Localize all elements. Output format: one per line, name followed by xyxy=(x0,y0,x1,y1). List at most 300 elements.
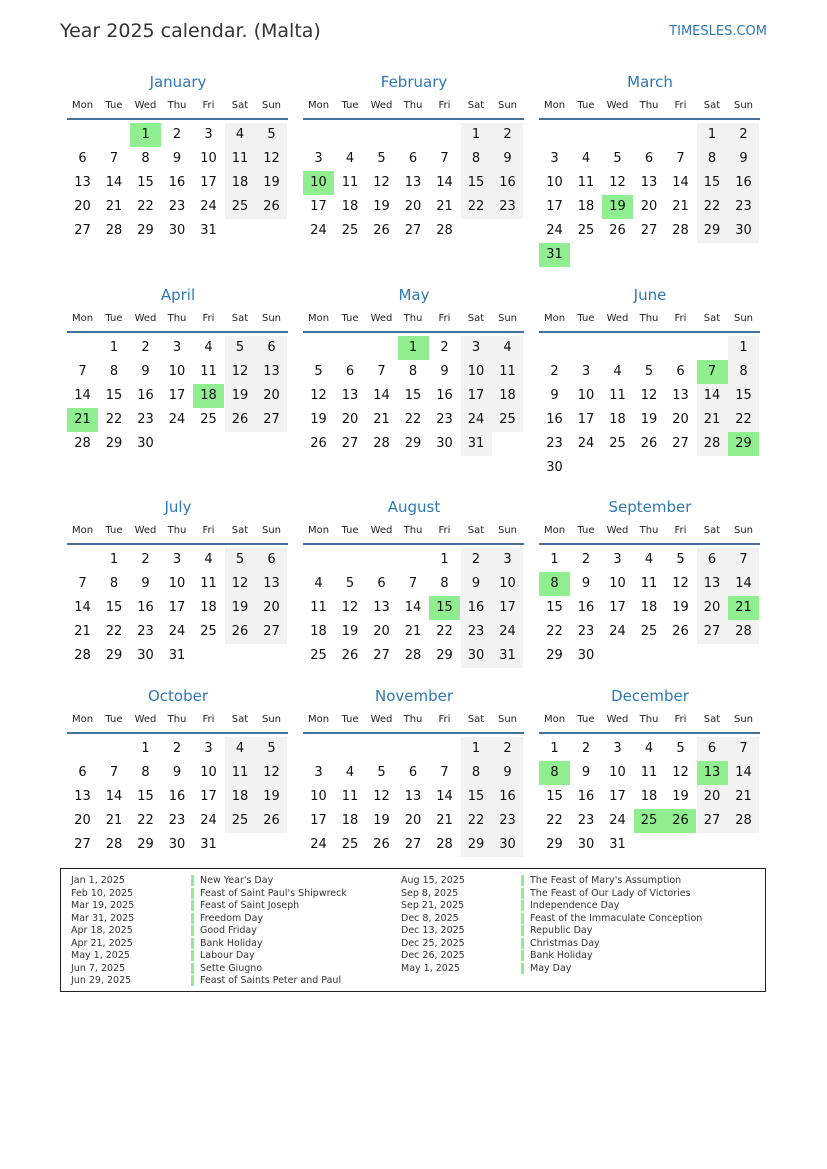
weekday-header: Thu xyxy=(403,525,423,536)
weekday-header: Sun xyxy=(261,525,282,536)
day-cell: 30 xyxy=(168,837,186,852)
weekday-header: Tue xyxy=(577,714,595,725)
day-cell: 26 xyxy=(341,648,359,663)
day-cell: 21 xyxy=(105,199,123,214)
day-cell: 1 xyxy=(109,340,119,355)
day-cell: 27 xyxy=(74,223,91,238)
day-cell: 26 xyxy=(256,195,287,219)
day-cell: 11 xyxy=(609,388,626,403)
legend-date: Feb 10, 2025 xyxy=(71,887,134,899)
day-cell: 30 xyxy=(168,223,186,238)
day-cell: 18 xyxy=(640,789,658,804)
day-cell: 14 xyxy=(74,388,91,403)
day-cell: 26 xyxy=(256,809,287,833)
weekday-header: Sun xyxy=(497,313,518,324)
day-cell: 30 xyxy=(137,648,154,663)
day-cell: 22 xyxy=(105,624,123,639)
day-cell: 24 xyxy=(200,199,217,214)
day-cell: 28 xyxy=(105,223,123,238)
day-cell: 15 xyxy=(137,175,154,190)
day-cell: 24 xyxy=(310,837,327,852)
header-rule xyxy=(67,732,288,734)
weekday-header: Mon xyxy=(543,714,566,725)
day-cell: 4 xyxy=(613,364,622,379)
day-cell: 18 xyxy=(640,600,658,615)
day-cell: 29 xyxy=(697,219,728,243)
day-cell: 13 xyxy=(341,388,359,403)
weekday-header: Fri xyxy=(438,525,451,536)
weekday-header: Tue xyxy=(105,714,123,725)
legend-date: Aug 15, 2025 xyxy=(401,875,465,886)
weekday-header: Mon xyxy=(543,313,566,324)
day-cell: 22 xyxy=(461,809,492,833)
day-cell: 18 xyxy=(310,624,327,639)
day-cell: 14 xyxy=(436,175,453,190)
day-cell: 23 xyxy=(168,813,186,828)
day-cell: 30 xyxy=(577,648,595,663)
day-cell: 8 xyxy=(141,765,150,780)
weekday-header: Sun xyxy=(733,100,754,111)
day-cell: 9 xyxy=(492,761,523,785)
month-name: July xyxy=(164,498,192,516)
day-cell: 25 xyxy=(492,408,523,432)
day-cell: 5 xyxy=(676,552,685,567)
day-cell: 9 xyxy=(581,765,591,780)
day-cell: 14 xyxy=(728,761,759,785)
day-cell: 19 xyxy=(310,412,327,427)
day-cell: 6 xyxy=(256,336,287,360)
weekday-header: Tue xyxy=(577,313,595,324)
month-name: October xyxy=(147,687,209,705)
day-cell: 14 xyxy=(672,175,689,190)
day-cell: 29 xyxy=(728,432,759,456)
day-cell: 18 xyxy=(577,199,595,214)
day-cell: 20 xyxy=(256,384,287,408)
day-cell: 15 xyxy=(697,171,728,195)
weekday-header: Mon xyxy=(307,714,330,725)
day-cell: 27 xyxy=(256,620,287,644)
day-cell: 3 xyxy=(581,364,591,379)
day-cell: 10 xyxy=(168,364,186,379)
day-cell: 17 xyxy=(609,600,626,615)
day-cell: 8 xyxy=(440,576,449,591)
weekday-header: Tue xyxy=(341,100,359,111)
weekday-header: Tue xyxy=(577,525,595,536)
day-cell: 24 xyxy=(200,813,217,828)
month-name: August xyxy=(387,498,441,516)
day-cell: 31 xyxy=(539,243,570,267)
day-cell: 3 xyxy=(492,548,523,572)
weekday-header: Tue xyxy=(341,714,359,725)
day-cell: 6 xyxy=(377,576,386,591)
day-cell: 12 xyxy=(310,388,327,403)
day-cell: 3 xyxy=(172,340,182,355)
day-cell: 1 xyxy=(550,741,559,756)
day-cell: 15 xyxy=(461,171,492,195)
day-cell: 6 xyxy=(644,151,654,166)
legend-holiday-name: Republic Day xyxy=(521,925,592,936)
weekday-header: Tue xyxy=(105,313,123,324)
day-cell: 13 xyxy=(404,175,422,190)
weekday-header: Fri xyxy=(438,714,451,725)
header-rule xyxy=(539,118,760,120)
day-cell: 18 xyxy=(609,412,626,427)
day-cell: 12 xyxy=(373,789,390,804)
day-cell: 2 xyxy=(581,552,591,567)
day-cell: 5 xyxy=(256,123,287,147)
legend-holiday-name: Bank Holiday xyxy=(191,938,263,949)
day-cell: 10 xyxy=(577,388,595,403)
day-cell: 17 xyxy=(200,789,217,804)
day-cell: 9 xyxy=(492,147,523,171)
legend-date: Jan 1, 2025 xyxy=(71,875,125,886)
day-cell: 21 xyxy=(728,785,759,809)
day-cell: 16 xyxy=(137,600,154,615)
day-cell: 11 xyxy=(310,600,327,615)
day-cell: 6 xyxy=(78,151,87,166)
day-cell: 27 xyxy=(404,223,422,238)
weekday-header: Mon xyxy=(543,100,566,111)
day-cell: 20 xyxy=(697,596,728,620)
day-cell: 2 xyxy=(141,340,150,355)
day-cell: 7 xyxy=(728,737,759,761)
day-cell: 10 xyxy=(200,151,217,166)
day-cell: 13 xyxy=(256,360,287,384)
day-cell: 8 xyxy=(141,151,150,166)
day-cell: 3 xyxy=(550,151,559,166)
legend-date: Apr 18, 2025 xyxy=(71,925,133,936)
weekday-header: Wed xyxy=(370,313,393,324)
day-cell: 28 xyxy=(74,436,91,451)
day-cell: 5 xyxy=(377,765,386,780)
day-cell: 31 xyxy=(609,837,626,852)
day-cell: 30 xyxy=(461,644,492,668)
legend-date: Dec 8, 2025 xyxy=(401,912,459,924)
day-cell: 13 xyxy=(672,388,689,403)
day-cell: 4 xyxy=(345,765,355,780)
day-cell: 3 xyxy=(204,127,213,142)
day-cell: 25 xyxy=(640,624,658,639)
header-rule xyxy=(303,331,524,333)
day-cell: 1 xyxy=(141,741,150,756)
weekday-header: Sat xyxy=(703,525,721,536)
day-cell: 25 xyxy=(634,809,665,833)
day-cell: 21 xyxy=(436,199,453,214)
day-cell: 13 xyxy=(640,175,658,190)
day-cell: 18 xyxy=(492,384,523,408)
day-cell: 28 xyxy=(105,837,123,852)
day-cell: 31 xyxy=(200,837,217,852)
day-cell: 26 xyxy=(225,408,256,432)
weekday-header: Sun xyxy=(261,714,282,725)
day-cell: 29 xyxy=(105,436,123,451)
legend-date: Dec 26, 2025 xyxy=(401,950,465,961)
day-cell: 7 xyxy=(78,576,87,591)
day-cell: 19 xyxy=(256,171,287,195)
day-cell: 11 xyxy=(341,789,359,804)
day-cell: 5 xyxy=(613,151,622,166)
day-cell: 26 xyxy=(672,624,689,639)
day-cell: 22 xyxy=(404,412,422,427)
day-cell: 20 xyxy=(74,813,91,828)
day-cell: 15 xyxy=(728,384,759,408)
day-cell: 23 xyxy=(546,436,563,451)
day-cell: 21 xyxy=(74,624,91,639)
day-cell: 4 xyxy=(644,552,654,567)
day-cell: 13 xyxy=(697,572,728,596)
day-cell: 2 xyxy=(492,737,523,761)
day-cell: 27 xyxy=(404,837,422,852)
legend-holiday-name: Feast of Saint Paul's Shipwreck xyxy=(191,888,347,899)
day-cell: 20 xyxy=(373,624,390,639)
day-cell: 12 xyxy=(672,576,689,591)
day-cell: 25 xyxy=(609,436,626,451)
day-cell: 30 xyxy=(546,460,563,475)
day-cell: 16 xyxy=(492,171,523,195)
day-cell: 7 xyxy=(440,765,449,780)
header-rule xyxy=(303,118,524,120)
day-cell: 7 xyxy=(408,576,418,591)
day-cell: 28 xyxy=(728,620,759,644)
header-rule xyxy=(67,331,288,333)
day-cell: 23 xyxy=(728,195,759,219)
day-cell: 9 xyxy=(550,388,559,403)
day-cell: 12 xyxy=(256,761,287,785)
legend-holiday-name: Independence Day xyxy=(521,900,619,911)
day-cell: 6 xyxy=(676,364,685,379)
weekday-header: Sat xyxy=(703,313,721,324)
day-cell: 14 xyxy=(74,600,91,615)
weekday-header: Tue xyxy=(341,525,359,536)
day-cell: 11 xyxy=(640,765,658,780)
day-cell: 2 xyxy=(172,741,182,756)
weekday-header: Wed xyxy=(134,525,157,536)
day-cell: 26 xyxy=(373,223,390,238)
day-cell: 20 xyxy=(74,199,91,214)
day-cell: 3 xyxy=(314,765,323,780)
day-cell: 16 xyxy=(137,388,154,403)
weekday-header: Fri xyxy=(202,525,215,536)
day-cell: 20 xyxy=(404,199,422,214)
weekday-header: Sat xyxy=(467,714,485,725)
weekday-header: Thu xyxy=(403,714,423,725)
weekday-header: Wed xyxy=(606,714,629,725)
day-cell: 2 xyxy=(461,548,492,572)
legend-holiday-name: Bank Holiday xyxy=(521,950,593,961)
legend-date: Sep 21, 2025 xyxy=(401,900,465,911)
day-cell: 15 xyxy=(137,789,154,804)
month-name: September xyxy=(608,498,692,516)
weekday-header: Thu xyxy=(639,714,659,725)
day-cell: 10 xyxy=(310,789,327,804)
day-cell: 18 xyxy=(200,600,217,615)
day-cell: 16 xyxy=(168,789,186,804)
header-rule xyxy=(303,543,524,545)
day-cell: 2 xyxy=(492,123,523,147)
header-rule xyxy=(539,543,760,545)
day-cell: 22 xyxy=(546,813,563,828)
weekday-header: Wed xyxy=(134,100,157,111)
legend-holiday-name: Christmas Day xyxy=(521,938,600,949)
day-cell: 26 xyxy=(373,837,390,852)
day-cell: 6 xyxy=(408,765,418,780)
day-cell: 8 xyxy=(539,761,570,785)
day-cell: 17 xyxy=(546,199,563,214)
day-cell: 5 xyxy=(314,364,323,379)
day-cell: 20 xyxy=(341,412,359,427)
day-cell: 6 xyxy=(697,737,728,761)
weekday-header: Mon xyxy=(543,525,566,536)
day-cell: 1 xyxy=(550,552,559,567)
legend-holiday-name: Sette Giugno xyxy=(191,963,262,974)
legend-holiday-name: The Feast of Mary's Assumption xyxy=(521,875,681,886)
day-cell: 7 xyxy=(78,364,87,379)
day-cell: 2 xyxy=(728,123,759,147)
day-cell: 3 xyxy=(172,552,182,567)
day-cell: 19 xyxy=(672,789,689,804)
weekday-header: Thu xyxy=(639,525,659,536)
day-cell: 28 xyxy=(436,223,453,238)
day-cell: 23 xyxy=(461,620,492,644)
day-cell: 19 xyxy=(672,600,689,615)
day-cell: 23 xyxy=(492,195,523,219)
day-cell: 18 xyxy=(193,384,224,408)
month-name: May xyxy=(398,286,430,304)
day-cell: 3 xyxy=(613,552,622,567)
day-cell: 20 xyxy=(697,785,728,809)
day-cell: 2 xyxy=(172,127,182,142)
day-cell: 2 xyxy=(550,364,559,379)
day-cell: 14 xyxy=(404,600,422,615)
day-cell: 24 xyxy=(546,223,563,238)
day-cell: 19 xyxy=(373,199,390,214)
weekday-header: Fri xyxy=(438,313,451,324)
weekday-header: Sat xyxy=(231,714,249,725)
day-cell: 5 xyxy=(225,336,256,360)
day-cell: 19 xyxy=(256,785,287,809)
day-cell: 13 xyxy=(74,175,91,190)
day-cell: 27 xyxy=(697,620,728,644)
day-cell: 10 xyxy=(546,175,563,190)
weekday-header: Fri xyxy=(202,313,215,324)
day-cell: 27 xyxy=(697,809,728,833)
weekday-header: Wed xyxy=(370,100,393,111)
day-cell: 8 xyxy=(109,364,119,379)
legend-date: Jun 29, 2025 xyxy=(71,975,132,986)
day-cell: 14 xyxy=(436,789,453,804)
day-cell: 9 xyxy=(581,576,591,591)
day-cell: 4 xyxy=(225,123,256,147)
day-cell: 10 xyxy=(461,360,492,384)
day-cell: 1 xyxy=(398,336,429,360)
day-cell: 3 xyxy=(204,741,213,756)
weekday-header: Sat xyxy=(231,313,249,324)
day-cell: 12 xyxy=(609,175,626,190)
day-cell: 8 xyxy=(728,360,759,384)
day-cell: 25 xyxy=(341,223,359,238)
weekday-header: Sun xyxy=(261,313,282,324)
weekday-header: Thu xyxy=(167,714,187,725)
weekday-header: Sat xyxy=(467,100,485,111)
weekday-header: Mon xyxy=(71,525,94,536)
day-cell: 31 xyxy=(461,432,492,456)
day-cell: 23 xyxy=(577,624,595,639)
day-cell: 29 xyxy=(404,436,422,451)
day-cell: 13 xyxy=(373,600,390,615)
day-cell: 25 xyxy=(341,837,359,852)
day-cell: 19 xyxy=(341,624,359,639)
month-name: December xyxy=(611,687,689,705)
day-cell: 29 xyxy=(546,648,563,663)
day-cell: 23 xyxy=(137,412,154,427)
weekday-header: Mon xyxy=(307,100,330,111)
day-cell: 17 xyxy=(168,600,186,615)
legend-date: Jun 7, 2025 xyxy=(71,962,126,974)
day-cell: 29 xyxy=(105,648,123,663)
legend-date: Sep 8, 2025 xyxy=(401,887,459,899)
weekday-header: Sat xyxy=(231,100,249,111)
day-cell: 22 xyxy=(105,412,123,427)
day-cell: 8 xyxy=(109,576,119,591)
day-cell: 16 xyxy=(546,412,563,427)
day-cell: 19 xyxy=(225,596,256,620)
day-cell: 11 xyxy=(492,360,523,384)
day-cell: 21 xyxy=(404,624,422,639)
day-cell: 29 xyxy=(546,837,563,852)
day-cell: 8 xyxy=(461,147,492,171)
day-cell: 26 xyxy=(665,809,696,833)
weekday-header: Fri xyxy=(202,714,215,725)
weekday-header: Fri xyxy=(438,100,451,111)
weekday-header: Tue xyxy=(105,100,123,111)
header-rule xyxy=(539,732,760,734)
day-cell: 15 xyxy=(546,600,563,615)
day-cell: 18 xyxy=(341,199,359,214)
legend-date: Dec 25, 2025 xyxy=(401,937,465,949)
day-cell: 21 xyxy=(105,813,123,828)
weekday-header: Sun xyxy=(261,100,282,111)
weekday-header: Wed xyxy=(134,313,157,324)
day-cell: 12 xyxy=(640,388,658,403)
weekday-header: Tue xyxy=(105,525,123,536)
day-cell: 29 xyxy=(137,223,154,238)
day-cell: 9 xyxy=(440,364,449,379)
holiday-legend xyxy=(60,868,766,992)
day-cell: 22 xyxy=(137,199,154,214)
day-cell: 24 xyxy=(609,624,626,639)
day-cell: 15 xyxy=(105,600,123,615)
day-cell: 7 xyxy=(109,151,119,166)
day-cell: 22 xyxy=(546,624,563,639)
day-cell: 24 xyxy=(577,436,595,451)
day-cell: 6 xyxy=(697,548,728,572)
day-cell: 22 xyxy=(697,195,728,219)
day-cell: 23 xyxy=(492,809,523,833)
day-cell: 29 xyxy=(436,648,453,663)
weekday-header: Sat xyxy=(231,525,249,536)
day-cell: 1 xyxy=(728,336,759,360)
weekday-header: Tue xyxy=(577,100,595,111)
day-cell: 13 xyxy=(256,572,287,596)
weekday-header: Fri xyxy=(674,714,687,725)
day-cell: 5 xyxy=(225,548,256,572)
day-cell: 27 xyxy=(640,223,658,238)
day-cell: 27 xyxy=(341,436,359,451)
day-cell: 12 xyxy=(341,600,359,615)
day-cell: 2 xyxy=(581,741,591,756)
brand-link[interactable]: TIMESLES.COM xyxy=(669,24,767,39)
header-rule xyxy=(539,331,760,333)
